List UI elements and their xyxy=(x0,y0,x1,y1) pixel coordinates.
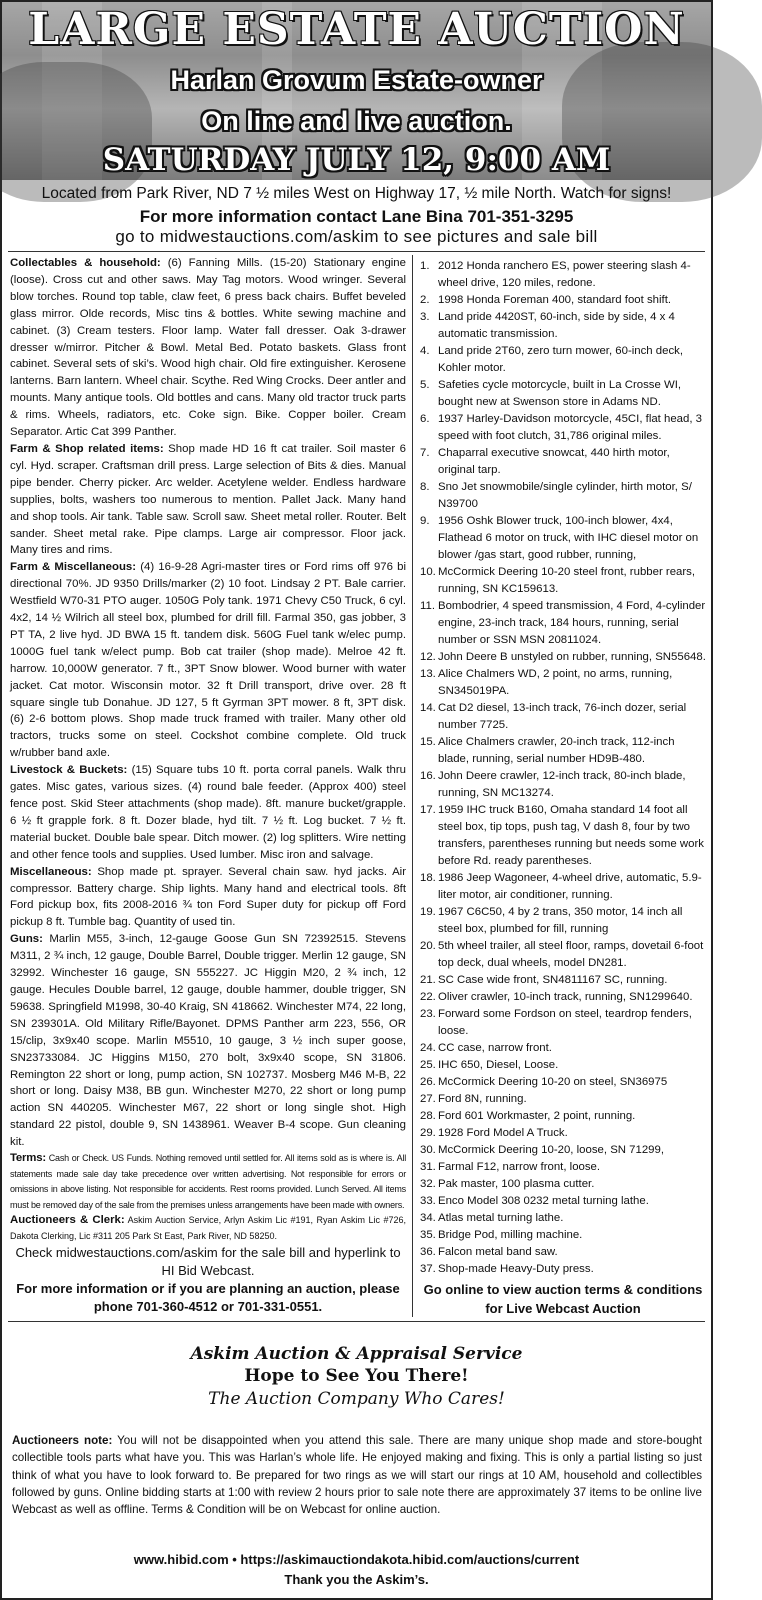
list-item xyxy=(420,1159,706,1176)
contact-info: For more information contact Lane Bina 701-351-3295 xyxy=(139,207,574,226)
section-text: Shop made HD 16 ft cat trailer. Soil master 6 cyl. Hyd. scraper. Craftsman drill press. Large selection of Bits & dies. Manual pipe bender. Cherry picker. Arc welder. Acetylene welder. Endless hardware supplies, bolts, washers too numerous to mention. Pallet Jack. Many hand and shop tools. Air tank. Table saw. Scroll saw. Sheet metal roller. Router. Belt sander. Sheet metal rake. Pipe clamps. Large air compressor. Floor jack. Many tires and rims. xyxy=(10,442,406,557)
list-item xyxy=(420,445,706,479)
terms-heading: Terms: xyxy=(10,1152,46,1165)
item-number: 15. xyxy=(420,736,436,748)
list-item xyxy=(420,700,706,734)
location-directions: Located from Park River, ND 7 ½ miles West on Highway 17, ½ mile North. Watch for signs! xyxy=(41,185,672,202)
item-text: 1928 Ford Model A Truck. xyxy=(438,1127,568,1139)
divider xyxy=(8,1321,705,1322)
list-item xyxy=(420,564,706,598)
item-number: 24. xyxy=(420,1042,436,1054)
item-number: 20. xyxy=(420,940,436,952)
list-item xyxy=(420,802,706,870)
item-number: 29. xyxy=(420,1127,436,1139)
list-item xyxy=(420,1074,706,1091)
item-number: 33. xyxy=(420,1195,436,1207)
item-text: 1967 C6C50, 4 by 2 trans, 350 motor, 14 inch all steel box, plumbed for fill, running xyxy=(438,906,683,935)
item-text: Forward some Fordson on steel, teardrop fenders, loose. xyxy=(438,1008,692,1037)
website-info: go to midwestauctions.com/askim to see pictures and sale bill xyxy=(115,227,598,246)
item-text: John Deere B unstyled on rubber, running, SN55648. xyxy=(438,651,706,663)
item-number: 13. xyxy=(420,668,436,680)
item-text: John Deere crawler, 12-inch track, 80-inch blade, running, SN MC13274. xyxy=(438,770,686,799)
item-number: 35. xyxy=(420,1229,436,1241)
item-number: 17. xyxy=(420,804,436,816)
list-item xyxy=(420,479,706,513)
item-text: Shop-made Heavy-Duty press. xyxy=(438,1263,594,1275)
item-text: 2012 Honda ranchero ES, power steering slash 4-wheel drive, 120 miles, redone. xyxy=(438,260,691,289)
section-heading: Guns: xyxy=(10,933,43,946)
column-divider xyxy=(412,255,413,1317)
company-tagline: The Auction Company Who Cares! xyxy=(208,1389,505,1409)
section-text: Shop made pt. sprayer. Several chain saw. hyd jacks. Air compressor. Battery charge. Ship lights. Many hand and electrical tools. 8ft Ford pickup box, fits 2008-2016 ¾ ton Ford Super duty for pickup off Ford pickup 8 ft. Tumble bag. Quantity of used tin. xyxy=(10,865,406,929)
list-item xyxy=(420,1210,706,1227)
list-item xyxy=(420,649,706,666)
item-text: CC case, narrow front. xyxy=(438,1042,552,1054)
section-text: Marlin M55, 3-inch, 12-gauge Goose Gun SN 72392515. Stevens M311, 2 ¾ inch, 12 gauge, Double Barrel, Double trigger. Merlin 12 gauge, SN 32992. Winchester 16 gauge, SN 555227. JC Higgin M20, 2 ¾ inch, 12 gauge. Hecules Double barrel, 12 gauge, double hammer, double trigger, SN 59638. Springfield M1998, 30-40 Kraig, SN 418662. Winchester M74, 22 long, SN 239301A. Old Military Rifle/Bayonet. DPMS Panther arm 223, 556, OR 15/clip, 3x9x40 scope. Marlin M5510, 10 gauge, 3 ½ inch super goose, SN23733084. JC Higgins M150, 270 bolt, 3x9x40 scope, SN 31806. Remington 22 short or long, pump action, SN 102737. Mosberg M46 M-B, 22 short or long. Daisy M38, BB gun. Winchester M270, 22 short or long pump action SN 440205. Winchester M67, 22 short or long single shot. High standard 22 pistol, double 9, SN 1438961. Weaver B-4 scope. Gun cleaning kit. xyxy=(10,933,406,1149)
item-number: 4. xyxy=(420,345,430,357)
auction-urls: www.hibid.com • https://askimauctiondakota.hibid.com/auctions/current xyxy=(133,1552,580,1567)
item-number: 30. xyxy=(420,1144,436,1156)
list-item xyxy=(420,513,706,564)
list-item xyxy=(420,411,706,445)
item-text: Land pride 4420ST, 60-inch, side by side, 4 x 4 automatic transmission. xyxy=(438,311,675,340)
section-miscellaneous xyxy=(10,864,406,932)
list-item xyxy=(420,258,706,292)
item-number: 1. xyxy=(420,260,430,272)
item-text: IHC 650, Diesel, Loose. xyxy=(438,1059,559,1071)
item-text: McCormick Deering 10-20 on steel, SN36975 xyxy=(438,1076,668,1088)
list-item xyxy=(420,1193,706,1210)
online-items-list xyxy=(420,258,706,1278)
list-item xyxy=(420,1108,706,1125)
item-text: Farmal F12, narrow front, loose. xyxy=(438,1161,601,1173)
list-item xyxy=(420,768,706,802)
sale-listing-column xyxy=(10,255,407,1315)
list-item xyxy=(420,904,706,938)
list-item xyxy=(420,309,706,343)
clerk-heading: Auctioneers & Clerk: xyxy=(10,1214,125,1227)
section-farm-misc xyxy=(10,559,406,762)
header-banner xyxy=(2,2,711,180)
item-number: 28. xyxy=(420,1110,436,1122)
item-text: Pak master, 100 plasma cutter. xyxy=(438,1178,595,1190)
item-text: McCormick Deering 10-20, loose, SN 71299, xyxy=(438,1144,665,1156)
item-number: 19. xyxy=(420,906,436,918)
section-livestock xyxy=(10,762,406,863)
list-item xyxy=(420,989,706,1006)
estate-owner: Harlan Grovum Estate-owner xyxy=(170,65,543,95)
clerk-section xyxy=(10,1213,406,1244)
list-item xyxy=(420,1227,706,1244)
item-number: 16. xyxy=(420,770,436,782)
terms-section xyxy=(10,1151,406,1213)
item-text: McCormick Deering 10-20 steel front, rubber rears, running, SN KC159613. xyxy=(438,566,696,595)
item-number: 3. xyxy=(420,311,430,323)
item-number: 8. xyxy=(420,481,430,493)
list-item xyxy=(420,1125,706,1142)
item-text: Chaparral executive snowcat, 440 hirth motor, original tarp. xyxy=(438,447,670,476)
section-farm-shop xyxy=(10,441,406,559)
list-item xyxy=(420,377,706,411)
online-items-column xyxy=(420,258,706,1288)
item-text: Oliver crawler, 10-inch track, running, SN1299640. xyxy=(438,991,693,1003)
webcast-link-note: Check midwestauctions.com/askim for the sale bill and hyperlink to HI Bid Webcast. xyxy=(15,1245,401,1279)
item-number: 32. xyxy=(420,1178,436,1190)
section-heading: Farm & Miscellaneous: xyxy=(10,561,137,574)
item-text: Sno Jet snowmobile/single cylinder, hirth motor, S/ N39700 xyxy=(438,481,692,510)
item-text: Atlas metal turning lathe. xyxy=(438,1212,564,1224)
section-heading: Farm & Shop related items: xyxy=(10,442,164,455)
list-item xyxy=(420,666,706,700)
company-name: Askim Auction & Appraisal Service xyxy=(190,1344,523,1364)
item-number: 23. xyxy=(420,1008,436,1020)
list-item xyxy=(420,1261,706,1278)
item-number: 14. xyxy=(420,702,436,714)
item-text: 1959 IHC truck B160, Omaha standard 14 foot all steel box, tip tops, push tag, V dash 8, four by two transfers, parentheses running but needs some work before Rd. ready parentheses. xyxy=(438,804,704,867)
item-text: 1937 Harley-Davidson motorcycle, 45CI, flat head, 3 speed with foot clutch, 31,786 original miles. xyxy=(438,413,703,442)
item-text: 1998 Honda Foreman 400, standard foot shift. xyxy=(438,294,672,306)
auction-format: On line and live auction. xyxy=(201,106,512,136)
item-text: 1986 Jeep Wagoneer, 4-wheel drive, automatic, 5.9-liter motor, air conditioner, running. xyxy=(438,872,702,901)
list-item xyxy=(420,1176,706,1193)
online-terms-note: Go online to view auction terms & conditions for Live Webcast Auction xyxy=(423,1282,703,1316)
section-heading: Livestock & Buckets: xyxy=(10,764,128,777)
item-text: Ford 8N, running. xyxy=(438,1093,527,1105)
note-text: You will not be disappointed when you attend this sale. There are many unique shop made and store-bought collectible tools parts what have you. This was Harlan’s whole life. He enjoyed making and fixing. This is only a partial listing so just think of what you have to look forward to. Be prepared for two rings as we will start our rings at 10 AM, household and collectibles followed by guns. Online bidding starts at 1:00 with review 2 hours prior to sale note there are approximately 37 items to be online live Webcast as well as offline. Terms & Condition will be on Webcast for online auction. xyxy=(12,1434,702,1517)
list-item xyxy=(420,1006,706,1040)
list-item xyxy=(420,1040,706,1057)
item-number: 2. xyxy=(420,294,430,306)
item-number: 31. xyxy=(420,1161,436,1173)
item-number: 6. xyxy=(420,413,430,425)
item-text: 1956 Oshk Blower truck, 100-inch blower, 4x4, Flathead 6 motor on truck, with IHC diesel motor on blower /gas start, good rubber, running, xyxy=(438,515,699,561)
list-item xyxy=(420,1244,706,1261)
item-number: 22. xyxy=(420,991,436,1003)
item-text: 5th wheel trailer, all steel floor, ramps, dovetail 6-foot top deck, dual wheels, model DN281. xyxy=(438,940,704,969)
item-text: Cat D2 diesel, 13-inch track, 76-inch dozer, serial number 7725. xyxy=(438,702,687,731)
list-item xyxy=(420,1091,706,1108)
list-item xyxy=(420,938,706,972)
item-text: SC Case wide front, SN4811167 SC, running. xyxy=(438,974,668,986)
section-text: (6) Fanning Mills. (15-20) Stationary engine (loose). Cross cut and other saws. May Tag motors. Wood wringer. Several blow torches. Round top table, claw feet, 6 press back chairs. Buffet beveled glass mirror. Olde records, Misc tins & bottles. White sewing machine and cabinet. (3) Cream testers. Floor lamp. Water fall dresser. Oak 3-drawer dresser w/mirror. Pitcher & Bowl. Metal Bed. Potato baskets. Glass front cabinet. Several sets of ski’s. Wood high chair. Old fire extinguisher. Kerosene lanterns. Barn lantern. Wheel chair. Scythe. Red Wing Crocks. Deer antler and mounts. Many antique tools. Old bottles and cans. Many old tractor truck parts & rims. Wheels, radiators, etc. Coke sign. Bike. Copper boiler. Cream Separator. Artic Cat 399 Panther. xyxy=(10,257,406,439)
item-text: Bridge Pod, milling machine. xyxy=(438,1229,583,1241)
section-heading: Miscellaneous: xyxy=(10,865,92,878)
item-text: Safeties cycle motorcycle, built in La Crosse WI, bought new at Swenson store in Adams ND. xyxy=(438,379,682,408)
item-text: Enco Model 308 0232 metal turning lathe. xyxy=(438,1195,649,1207)
auction-date: SATURDAY JULY 12, 9:00 AM xyxy=(102,142,611,178)
item-number: 36. xyxy=(420,1246,436,1258)
company-slogan: Hope to See You There! xyxy=(244,1366,469,1386)
more-info-phone: For more information or if you are planning an auction, please phone 701-360-4512 or 701-331-0551. xyxy=(16,1281,400,1315)
list-item xyxy=(420,598,706,649)
auctioneers-note xyxy=(12,1432,702,1518)
divider xyxy=(8,251,705,252)
item-number: 10. xyxy=(420,566,436,578)
item-number: 7. xyxy=(420,447,430,459)
item-text: Land pride 2T60, zero turn mower, 60-inch deck, Kohler motor. xyxy=(438,345,684,374)
section-heading: Collectables & household: xyxy=(10,257,161,269)
auction-title: LARGE ESTATE AUCTION xyxy=(28,4,685,55)
item-number: 5. xyxy=(420,379,430,391)
list-item xyxy=(420,870,706,904)
item-number: 25. xyxy=(420,1059,436,1071)
item-number: 27. xyxy=(420,1093,436,1105)
list-item xyxy=(420,972,706,989)
item-text: Falcon metal band saw. xyxy=(438,1246,558,1258)
note-heading: Auctioneers note: xyxy=(12,1434,113,1447)
item-number: 9. xyxy=(420,515,430,527)
item-text: Ford 601 Workmaster, 2 point, running. xyxy=(438,1110,636,1122)
item-number: 34. xyxy=(420,1212,436,1224)
item-number: 12. xyxy=(420,651,436,663)
list-item xyxy=(420,1142,706,1159)
clerk-text: Askim Auction Service, Arlyn Askim Lic #191, Ryan Askim Lic #726, Dakota Clerking, Lic #311 205 Park St East, Park River, ND 58250. xyxy=(10,1215,407,1241)
item-number: 21. xyxy=(420,974,436,986)
section-text: (4) 16-9-28 Agri-master tires or Ford rims off 976 bi directional 70%. JD 9350 Drills/marker (2) 10 foot. Lindsay 2 PT. Bale carrier. Westfield W70-31 PTO auger. 1050G Poly tank. 1971 Chevy C50 Truck, 6 cyl. 4x2, 14 ½ Wilrich all steel box, plumbed for drill fill. Farmal 350, gas jobber, 3 PT TA, 2 live hyd. JD BWA 15 ft. tandem disk. 560G Fuel tank w/elec pump. 1000G fuel tank w/elect pump. Bob cat trailer (shop made). Melroe 42 ft. harrow. 10,000W generator. 7 ft., 3PT Snow blower. Wood burner with water jacket. Cat motor. Wisconsin motor. 32 ft Drill transport, drive over. 28 ft square single tub Donahue. JD 127, 5 ft Gyrman 3PT mower. 8 ft, 3PT disk. (6) 2-6 bottom plows. Shop made truck framed with trailer. Many other old tractors, trucks some on steel. Cockshot combine complete. Old truck w/rubber band axle. xyxy=(10,561,406,760)
section-guns xyxy=(10,931,406,1151)
item-number: 26. xyxy=(420,1076,436,1088)
item-text: Alice Chalmers WD, 2 point, no arms, running, SN345019PA. xyxy=(438,668,673,697)
list-item xyxy=(420,292,706,309)
item-number: 11. xyxy=(420,600,435,612)
item-text: Bombodrier, 4 speed transmission, 4 Ford, 4-cylinder engine, 23-inch track, 184 hours, running, serial number or SSN MSN 20811024. xyxy=(438,600,706,646)
section-collectables xyxy=(10,255,406,441)
thank-you-line: Thank you the Askim’s. xyxy=(284,1572,429,1587)
list-item xyxy=(420,1057,706,1074)
item-number: 18. xyxy=(420,872,436,884)
item-text: Alice Chalmers crawler, 20-inch track, 112-inch blade, running, serial number HD9B-480. xyxy=(438,736,675,765)
section-text: (15) Square tubs 10 ft. porta corral panels. Walk thru gates. Misc gates, various sizes. (4) round bale feeder. (Approx 400) steel fence post. Skid Steer attachments (shop made). 8ft. manure bucket/grapple. 6 ½ ft grapple fork. 8 ft. Dozer blade, hyd tilt. 7 ½ ft. Log bucket. 7 ½ ft. material bucket. Double bale spear. Ditch mower. (2) log splitters. Wire netting and other fence tools and supplies. Used lumber. Misc iron and salvage. xyxy=(10,764,406,861)
list-item xyxy=(420,343,706,377)
item-number: 37. xyxy=(420,1263,436,1275)
terms-text: Cash or Check. US Funds. Nothing removed until settled for. All items sold as is where is. All statements made sale day take precedence over written advertising. Not responsible for errors or omissions in above listing. Not responsible for accidents. Rest rooms provided. Lunch Served. All items must be removed day of the sale from the premises unless arrangements have been made with owners. xyxy=(10,1153,406,1210)
list-item xyxy=(420,734,706,768)
